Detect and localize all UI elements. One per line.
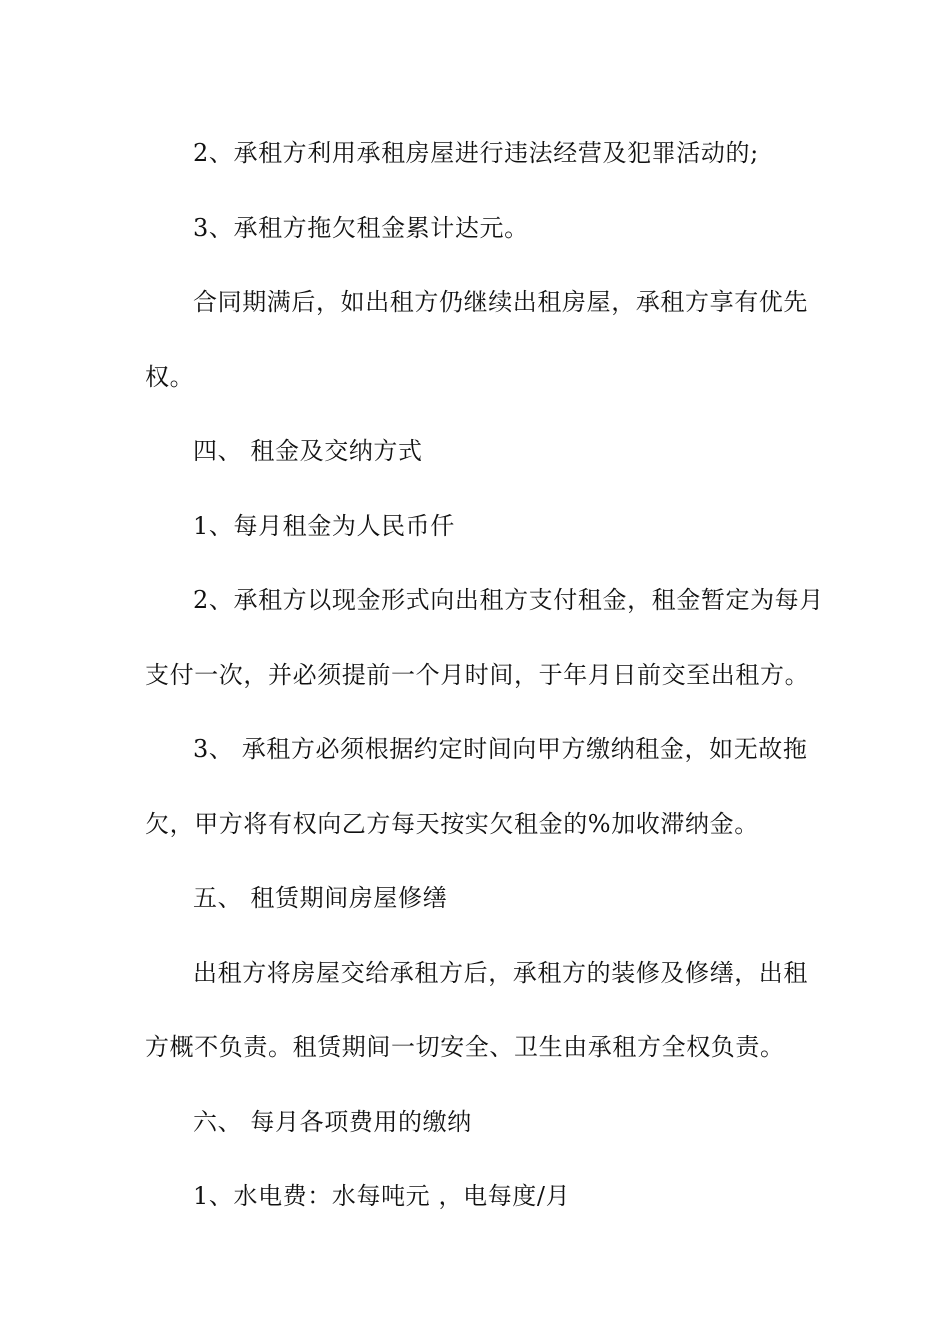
clause-4-2-line-1: 2、承租方以现金形式向出租方支付租金，租金暂定为每月 (193, 586, 824, 614)
priority-paragraph-line-2: 权。 (145, 363, 195, 391)
clause-6-1-utilities: 1、水电费：水每吨元 ，电每度/月 (193, 1182, 571, 1210)
clause-4-2-line-2: 支付一次，并必须提前一个月时间，于年月日前交至出租方。 (145, 661, 810, 689)
clause-4-3-line-2: 欠，甲方将有权向乙方每天按实欠租金的%加收滞纳金。 (145, 810, 759, 838)
clause-4-1-monthly-rent: 1、每月租金为人民币仟 (193, 512, 455, 540)
section-4-heading: 四、 租金及交纳方式 (193, 437, 423, 465)
clause-3-rent-arrears: 3、承租方拖欠租金累计达元。 (193, 214, 529, 242)
priority-paragraph-line-1: 合同期满后，如出租方仍继续出租房屋，承租方享有优先 (193, 288, 808, 316)
section-5-heading: 五、 租赁期间房屋修缮 (193, 884, 448, 912)
section-5-paragraph-line-2: 方概不负责。租赁期间一切安全、卫生由承租方全权负责。 (145, 1033, 785, 1061)
section-6-heading: 六、 每月各项费用的缴纳 (193, 1108, 472, 1136)
section-5-paragraph-line-1: 出租方将房屋交给承租方后，承租方的装修及修缮，出租 (193, 959, 808, 987)
clause-4-3-line-1: 3、 承租方必须根据约定时间向甲方缴纳租金，如无故拖 (193, 735, 808, 763)
clause-2-illegal-use: 2、承租方利用承租房屋进行违法经营及犯罪活动的; (193, 139, 759, 167)
